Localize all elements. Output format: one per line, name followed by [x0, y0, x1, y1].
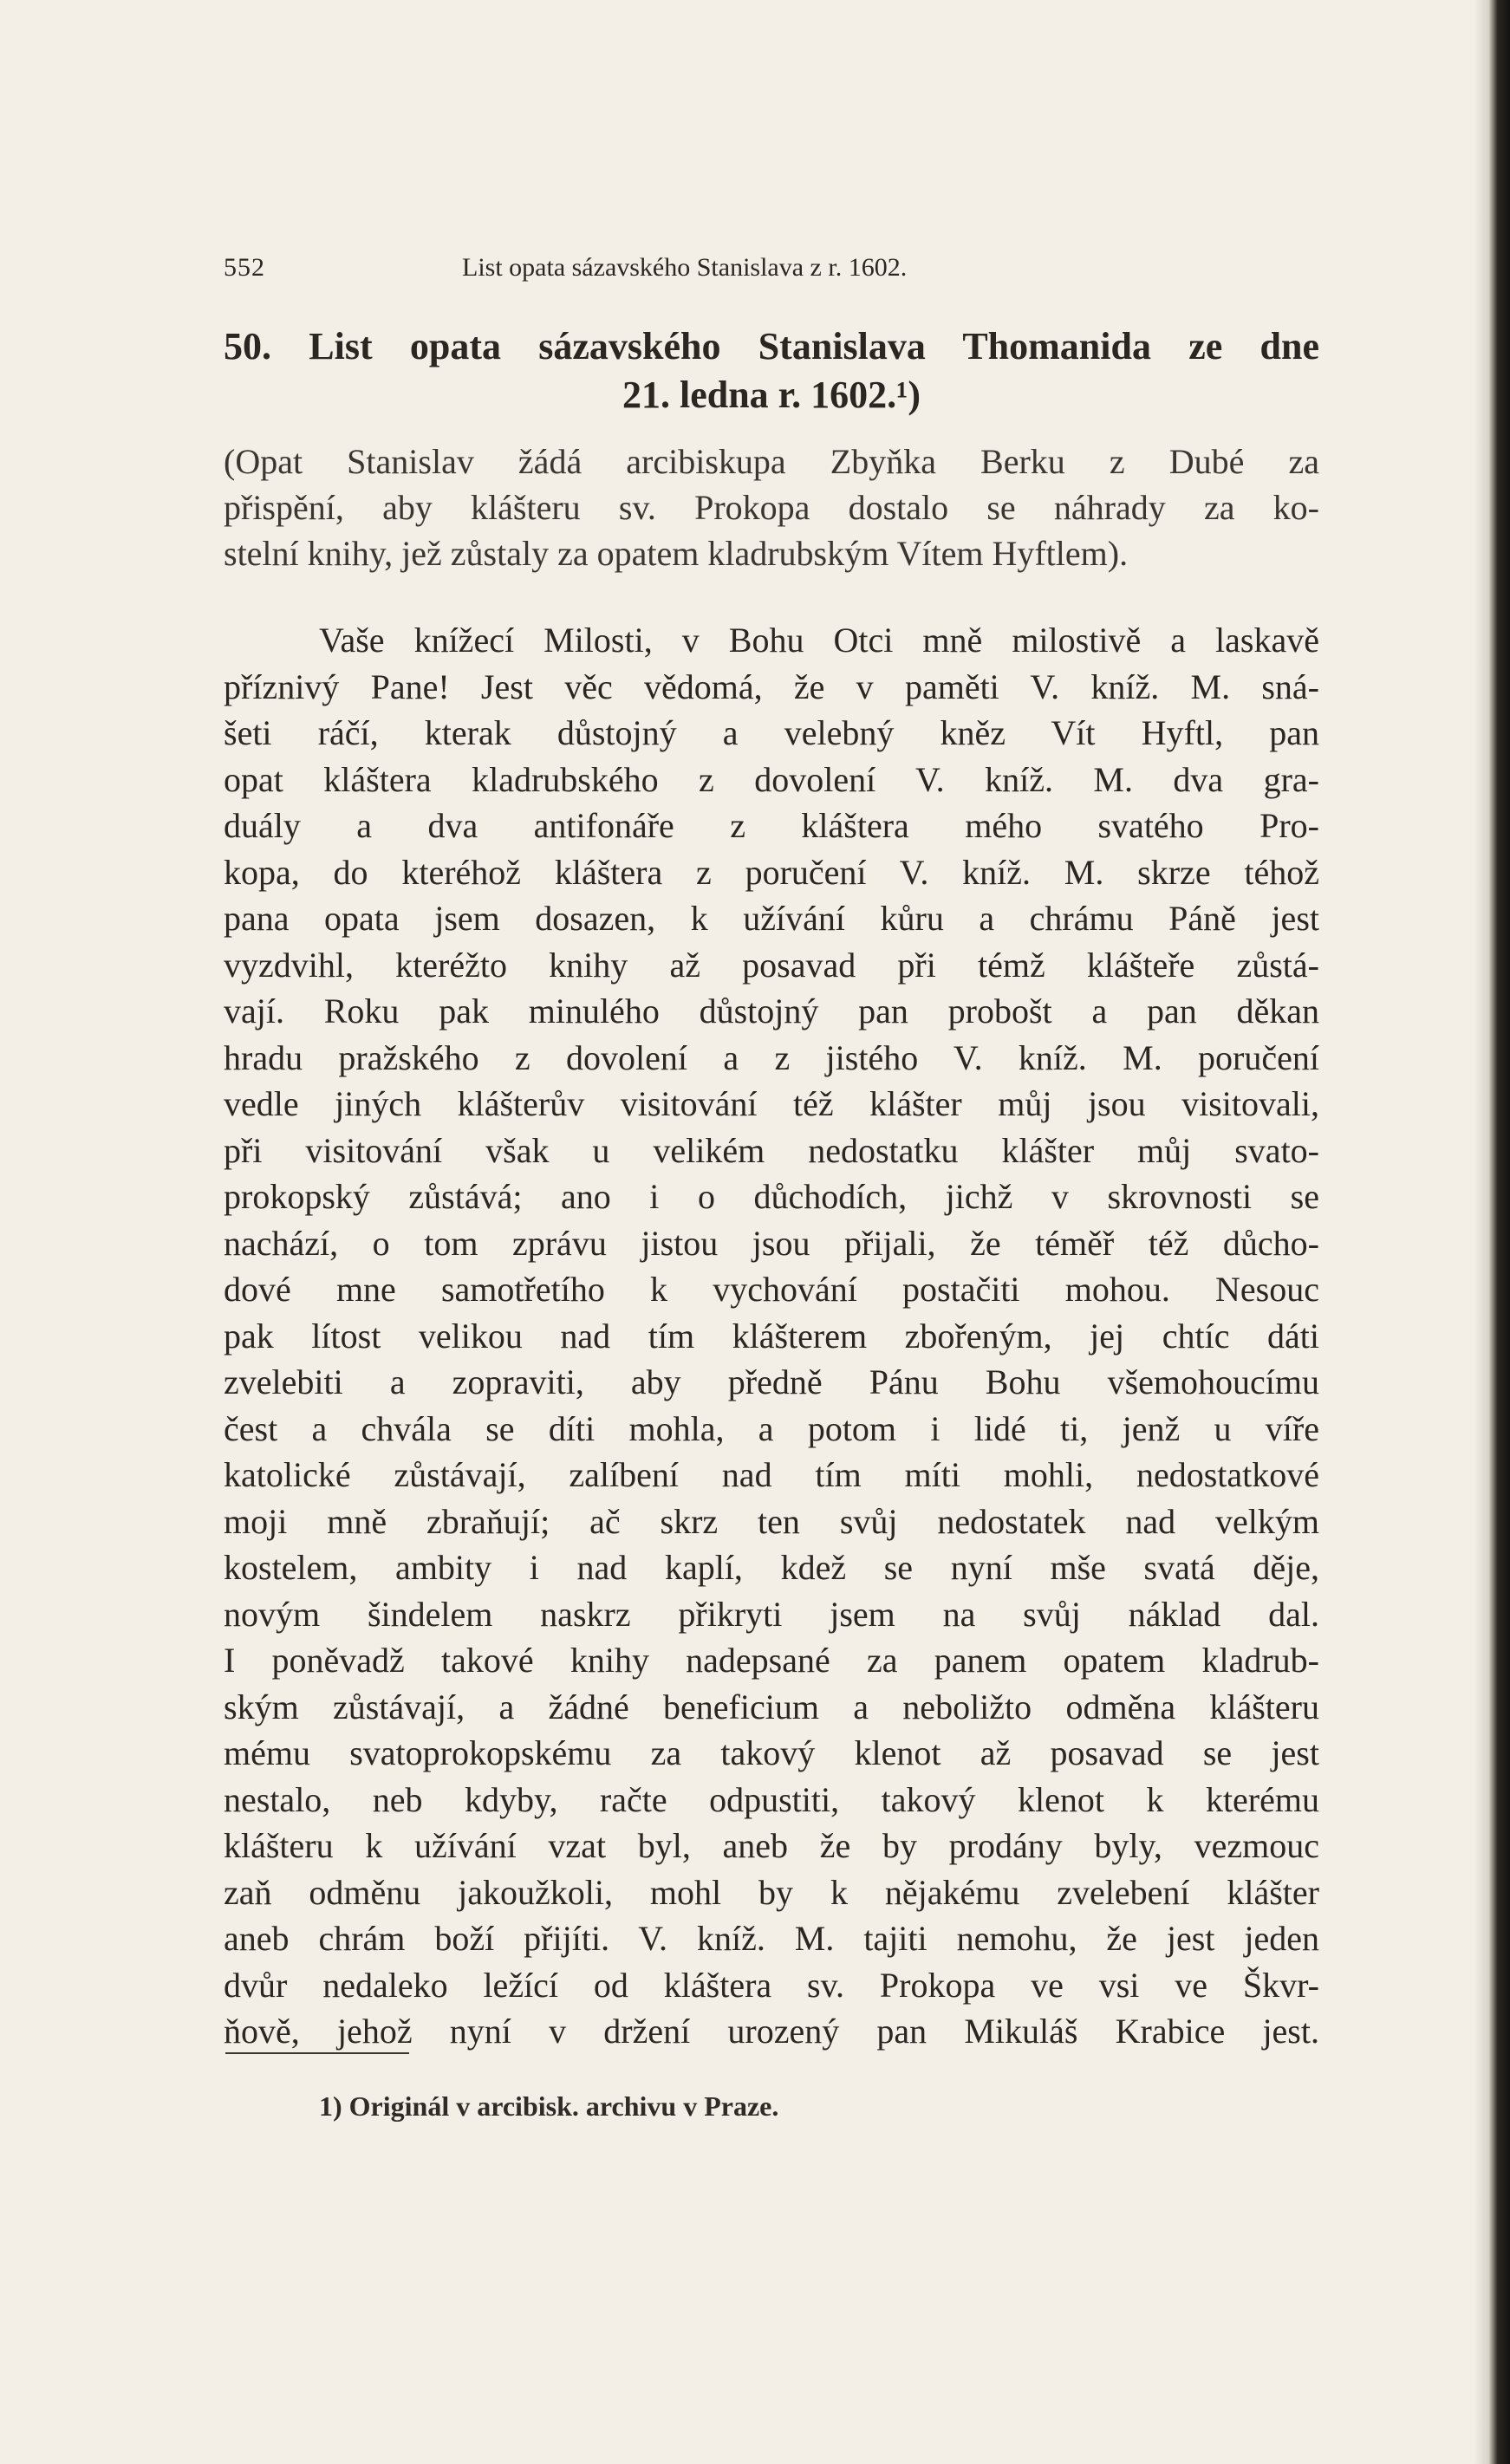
body-line: aneb chrám boží přijíti. V. kníž. M. tajiti nemohu, že jest jeden	[224, 1919, 1319, 1958]
body-line: nestalo, neb kdyby, račte odpustiti, takový klenot k kterému	[224, 1779, 1319, 1819]
running-title: List opata sázavského Stanislava z r. 1602.	[462, 253, 908, 282]
body-line: opat kláštera kladrubského z dovolení V. kníž. M. dva gra-	[224, 759, 1319, 799]
body-line: zaň odměnu jakoužkoli, mohl by k nějakému zvelebení klášter	[224, 1872, 1319, 1912]
body-line: pana opata jsem dosazen, k užívání kůru a chrámu Páně jest	[224, 899, 1319, 938]
body-line: příznivý Pane! Jest věc vědomá, že v paměti V. kníž. M. sná-	[224, 666, 1319, 706]
body-line: vyzdvihl, kteréžto knihy až posavad při témž klášteře zůstá-	[224, 945, 1319, 985]
document-title	[224, 322, 1319, 419]
body-line: zvelebiti a zopraviti, aby předně Pánu Bohu všemohoucímu	[224, 1362, 1319, 1401]
body-line: pak lítost velikou nad tím klášterem zbořeným, jej chtíc dáti	[224, 1316, 1319, 1356]
body-line: dvůr nedaleko ležící od kláštera sv. Prokopa ve vsi ve Škvr-	[224, 1965, 1319, 2005]
footnote-mark: 1)	[319, 2090, 342, 2122]
body-line: kopa, do kteréhož kláštera z poručení V. kníž. M. skrze téhož	[224, 852, 1319, 892]
summary-paragraph	[224, 439, 1319, 576]
body-line: ským zůstávají, a žádné beneficium a neboližto odměna klášteru	[224, 1687, 1319, 1726]
body-line: katolické zůstávají, zalíbení nad tím míti mohli, nedostatkové	[224, 1455, 1319, 1494]
body-line: klášteru k užívání vzat byl, aneb že by prodány byly, vezmouc	[224, 1826, 1319, 1865]
body-line: čest a chvála se díti mohla, a potom i lidé ti, jenž u víře	[224, 1408, 1319, 1448]
body-line: duály a dva antifonáře z kláštera mého svatého Pro-	[224, 806, 1319, 845]
page-number: 552	[224, 253, 265, 282]
summary-line: přispění, aby klášteru sv. Prokopa dostalo se náhrady za ko-	[224, 488, 1319, 527]
footnote-text: Originál v arcibisk. archivu v Praze.	[348, 2090, 779, 2122]
body-line: hradu pražského z dovolení a z jistého V. kníž. M. poručení	[224, 1037, 1319, 1077]
body-line: dové mne samotřetího k vychování postačiti mohou. Nesouc	[224, 1270, 1319, 1309]
body-line: šeti ráčí, kterak důstojný a velebný kněz Vít Hyftl, pan	[224, 713, 1319, 752]
body-line: vají. Roku pak minulého důstojný pan probošt a pan děkan	[224, 991, 1319, 1030]
title-line-1: 50. List opata sázavského Stanislava Thomanida ze dne	[224, 325, 1319, 367]
body-line: moji mně zbraňují; ač skrz ten svůj nedostatek nad velkým	[224, 1501, 1319, 1541]
footnote	[319, 2090, 778, 2123]
body-line: kostelem, ambity i nad kaplí, kdež se nyní mše svatá děje,	[224, 1548, 1319, 1587]
title-line-2: 21. ledna r. 1602.¹)	[622, 374, 921, 416]
body-line: Vaše knížecí Milosti, v Bohu Otci mně milostivě a laskavě	[319, 621, 1319, 660]
body-line: nachází, o tom zprávu jistou jsou přijali, že téměř též důcho-	[224, 1223, 1319, 1263]
body-line: mému svatoprokopskému za takový klenot až posavad se jest	[224, 1733, 1319, 1772]
summary-line: (Opat Stanislav žádá arcibiskupa Zbyňka Berku z Dubé za	[224, 442, 1319, 481]
book-gutter-shadow	[1474, 0, 1489, 2464]
body-line: při visitování však u velikém nedostatku klášter můj svato-	[224, 1130, 1319, 1170]
body-line: ňově, jehož nyní v držení urozený pan Mikuláš Krabice jest.	[224, 2012, 1319, 2051]
book-spine	[1489, 0, 1510, 2464]
summary-line: stelní knihy, jež zůstaly za opatem kladrubským Vítem Hyftlem).	[224, 534, 1129, 573]
footnote-divider	[225, 2052, 409, 2054]
body-line: vedle jiných klášterův visitování též klášter můj jsou visitovali,	[224, 1084, 1319, 1123]
body-line: I poněvadž takové knihy nadepsané za panem opatem kladrub-	[224, 1641, 1319, 1680]
letter-body	[224, 617, 1319, 2055]
body-line: prokopský zůstává; ano i o důchodích, jichž v skrovnosti se	[224, 1177, 1319, 1216]
body-line: novým šindelem naskrz přikryti jsem na svůj náklad dal.	[224, 1594, 1319, 1634]
